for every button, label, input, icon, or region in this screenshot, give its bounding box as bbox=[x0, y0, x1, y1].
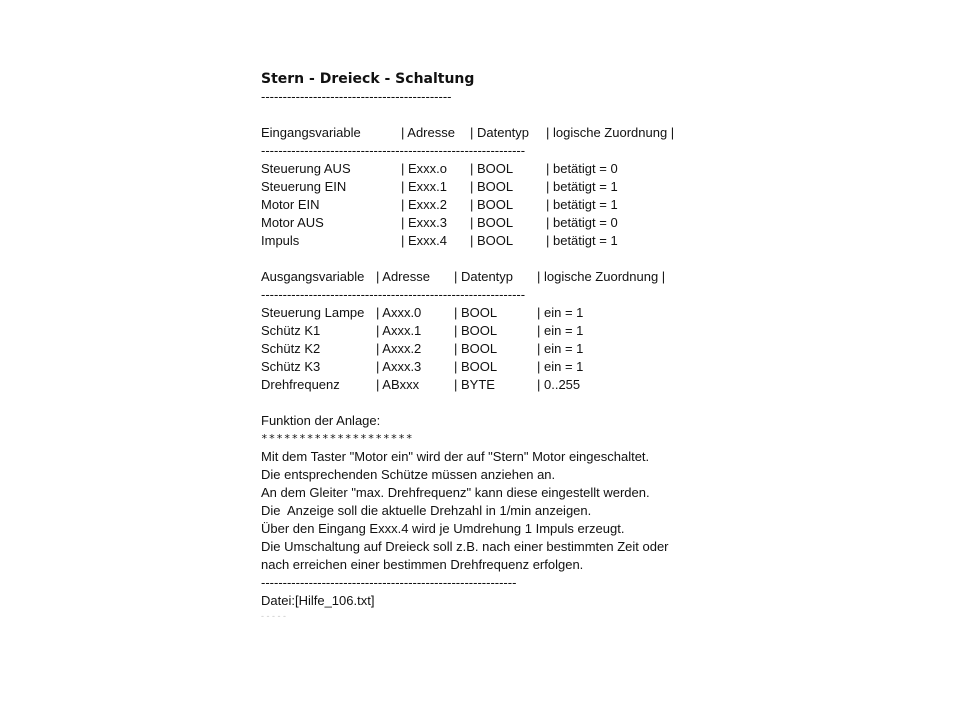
function-heading: Funktion der Anlage: bbox=[261, 413, 381, 428]
table-row bbox=[261, 160, 921, 178]
function-line: Über den Eingang Exxx.4 wird je Umdrehung 1 Impuls erzeugt. bbox=[261, 521, 625, 536]
input-address: | Exxx.4 bbox=[401, 233, 448, 248]
outputs-header-row bbox=[261, 268, 921, 286]
input-datatype: | BOOL bbox=[470, 179, 514, 194]
output-logic: | 0..255 bbox=[537, 377, 581, 392]
file-reference: Datei:[Hilfe_106.txt] bbox=[261, 593, 375, 608]
input-variable: Motor AUS bbox=[261, 215, 324, 230]
document-body bbox=[261, 70, 921, 622]
spacer bbox=[261, 106, 921, 124]
input-logic: | betätigt = 0 bbox=[546, 161, 618, 176]
table-row bbox=[261, 214, 921, 232]
title-divider: -------------------------------------------- bbox=[261, 89, 452, 104]
output-logic: | ein = 1 bbox=[537, 323, 584, 338]
input-datatype: | BOOL bbox=[470, 197, 514, 212]
output-datatype: | BYTE bbox=[454, 377, 495, 392]
output-variable: Schütz K3 bbox=[261, 359, 321, 374]
function-line: An dem Gleiter "max. Drehfrequenz" kann diese eingestellt werden. bbox=[261, 485, 650, 500]
output-address: | Axxx.1 bbox=[376, 323, 422, 338]
outputs-header-logic: | logische Zuordnung | bbox=[537, 269, 666, 284]
inputs-header-address: | Adresse bbox=[401, 125, 455, 140]
spacer bbox=[261, 250, 921, 268]
table-row bbox=[261, 322, 921, 340]
output-variable: Drehfrequenz bbox=[261, 377, 340, 392]
function-stars-divider: ******************** bbox=[261, 432, 414, 445]
input-logic: | betätigt = 1 bbox=[546, 233, 618, 248]
function-line: Die Anzeige soll die aktuelle Drehzahl in 1/min anzeigen. bbox=[261, 503, 592, 518]
function-line: Mit dem Taster "Motor ein" wird der auf "Stern" Motor eingeschaltet. bbox=[261, 449, 650, 464]
output-logic: | ein = 1 bbox=[537, 359, 584, 374]
table-row bbox=[261, 178, 921, 196]
output-logic: | ein = 1 bbox=[537, 341, 584, 356]
outputs-header-variable: Ausgangsvariable bbox=[261, 269, 365, 284]
function-line: Die Umschaltung auf Dreieck soll z.B. nach einer bestimmten Zeit oder bbox=[261, 539, 669, 554]
table-row bbox=[261, 232, 921, 250]
inputs-header-variable: Eingangsvariable bbox=[261, 125, 361, 140]
input-address: | Exxx.2 bbox=[401, 197, 448, 212]
output-address: | ABxxx bbox=[376, 377, 420, 392]
function-line: nach erreichen einer bestimmen Drehfrequenz erfolgen. bbox=[261, 557, 584, 572]
table-row bbox=[261, 358, 921, 376]
output-logic: | ein = 1 bbox=[537, 305, 584, 320]
table-row bbox=[261, 376, 921, 394]
outputs-header-address: | Adresse bbox=[376, 269, 430, 284]
output-variable: Steuerung Lampe bbox=[261, 305, 365, 320]
inputs-divider: ------------------------------------------------------------- bbox=[261, 143, 526, 158]
output-datatype: | BOOL bbox=[454, 341, 498, 356]
spacer bbox=[261, 394, 921, 412]
input-address: | Exxx.1 bbox=[401, 179, 448, 194]
table-row bbox=[261, 196, 921, 214]
inputs-header-row bbox=[261, 124, 921, 142]
output-address: | Axxx.3 bbox=[376, 359, 422, 374]
input-logic: | betätigt = 1 bbox=[546, 197, 618, 212]
input-datatype: | BOOL bbox=[470, 161, 514, 176]
faint-trailing-mark: - - - - - bbox=[261, 611, 286, 621]
function-divider: ----------------------------------------------------------- bbox=[261, 575, 517, 590]
inputs-header-logic: | logische Zuordnung | bbox=[546, 125, 675, 140]
input-datatype: | BOOL bbox=[470, 215, 514, 230]
input-variable: Steuerung EIN bbox=[261, 179, 347, 194]
outputs-header-datatype: | Datentyp bbox=[454, 269, 514, 284]
table-row bbox=[261, 304, 921, 322]
function-line: Die entsprechenden Schütze müssen anziehen an. bbox=[261, 467, 556, 482]
input-variable: Impuls bbox=[261, 233, 300, 248]
outputs-divider: ------------------------------------------------------------- bbox=[261, 287, 526, 302]
input-address: | Exxx.o bbox=[401, 161, 448, 176]
table-row bbox=[261, 340, 921, 358]
input-logic: | betätigt = 1 bbox=[546, 179, 618, 194]
input-logic: | betätigt = 0 bbox=[546, 215, 618, 230]
output-datatype: | BOOL bbox=[454, 359, 498, 374]
output-variable: Schütz K2 bbox=[261, 341, 321, 356]
output-variable: Schütz K1 bbox=[261, 323, 321, 338]
input-datatype: | BOOL bbox=[470, 233, 514, 248]
output-address: | Axxx.0 bbox=[376, 305, 422, 320]
inputs-header-datatype: | Datentyp bbox=[470, 125, 530, 140]
input-variable: Steuerung AUS bbox=[261, 161, 351, 176]
input-variable: Motor EIN bbox=[261, 197, 320, 212]
output-datatype: | BOOL bbox=[454, 323, 498, 338]
document-title: Stern - Dreieck - Schaltung bbox=[261, 71, 475, 87]
output-datatype: | BOOL bbox=[454, 305, 498, 320]
input-address: | Exxx.3 bbox=[401, 215, 448, 230]
output-address: | Axxx.2 bbox=[376, 341, 422, 356]
